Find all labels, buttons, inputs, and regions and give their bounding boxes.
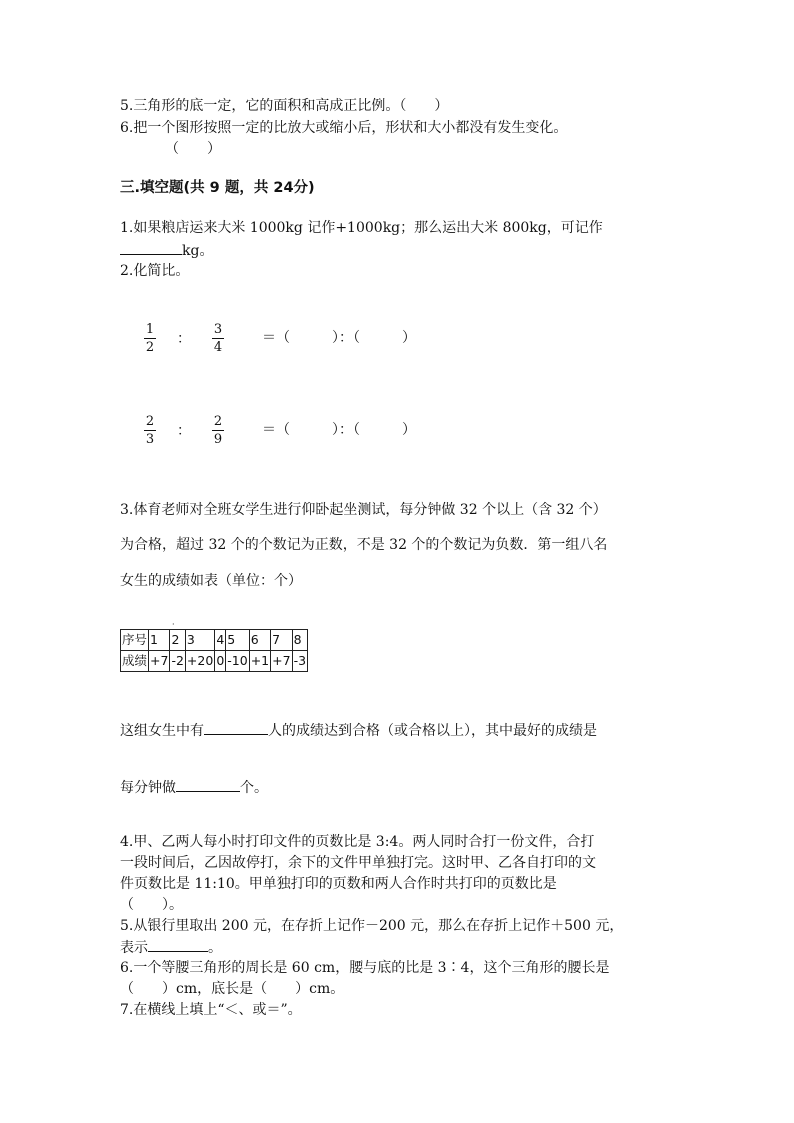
table-cell: 7: [271, 630, 292, 651]
numerator: 1: [145, 322, 155, 337]
answer-blank[interactable]: [120, 240, 182, 255]
table-cell: 4: [215, 630, 226, 651]
fill-q1-line2: [120, 240, 213, 261]
judge-q5: 5.三角形的底一定，它的面积和高成正比例。（ ）: [120, 98, 449, 114]
table-cell: 1: [149, 630, 170, 651]
table-cell: +7: [149, 651, 170, 672]
table-cell: 3: [185, 630, 214, 651]
numerator: 3: [213, 322, 223, 337]
fill-q2: 2.化简比。: [120, 263, 190, 279]
fill-q5-line1: 5.从银行里取出 200 元，在存折上记作－200 元，那么在存折上记作＋500 元，: [120, 918, 624, 934]
table-cell: 5: [226, 630, 249, 651]
fill-q3-line5: [120, 777, 268, 798]
fraction: [211, 323, 225, 355]
fill-q1-unit: kg。: [182, 243, 214, 259]
text-segment: 个。: [240, 780, 268, 796]
denominator: 9: [213, 432, 223, 447]
fill-q3-line3: 女生的成绩如表（单位：个）: [120, 573, 302, 589]
table-cell: -2: [170, 651, 185, 672]
table-cell: -3: [292, 651, 307, 672]
fill-q3-line2: 为合格，超过 32 个的个数记为正数，不是 32 个的个数记为负数．第一组八名: [120, 537, 608, 553]
ratio-answer[interactable]: ＝（ ）：（ ）: [262, 422, 416, 438]
fill-q3-line1: 3.体育老师对全班女学生进行仰卧起坐测试，每分钟做 32 个以上（含 32 个）: [120, 502, 607, 518]
fill-q6-line1: 6.一个等腰三角形的周长是 60 cm，腰与底的比是 3∶4，这个三角形的腰长是: [120, 960, 610, 976]
ratio-colon: ：: [177, 423, 191, 439]
table-row: [121, 630, 308, 651]
table-cell: +7: [271, 651, 292, 672]
fill-q6-line2: （ ）cm，底长是（ ）cm。: [120, 981, 345, 997]
fill-q7: 7.在横线上填上“＜、或＝”。: [120, 1002, 302, 1018]
table-cell: 6: [249, 630, 270, 651]
text-segment: 人的成绩达到合格（或合格以上），其中最好的成绩是: [268, 723, 597, 739]
table-cell: 2: [170, 630, 185, 651]
denominator: 2: [145, 340, 155, 355]
table-cell: 成绩: [121, 651, 149, 672]
grades-table: [120, 629, 308, 672]
ratio-colon: ：: [177, 331, 191, 347]
table-row: [121, 651, 308, 672]
text-segment: 。: [208, 940, 222, 956]
denominator: 3: [145, 432, 155, 447]
text-segment: 这组女生中有: [120, 723, 204, 739]
fill-q4-line4: （ ）。: [120, 897, 183, 913]
table-cell: 0: [215, 651, 226, 672]
fill-q4-line3: 件页数比是 11:10。甲单独打印的页数和两人合作时共打印的页数比是: [120, 876, 557, 892]
answer-blank[interactable]: [148, 937, 208, 952]
stray-dot: ·: [172, 620, 175, 629]
fill-q1-line1: 1.如果粮店运来大米 1000kg 记作+1000kg；那么运出大米 800kg，可记作: [120, 220, 603, 236]
numerator: 2: [213, 414, 223, 429]
denominator: 4: [213, 340, 223, 355]
fill-q3-line4: [120, 720, 597, 741]
fill-q4-line2: 一段时间后，乙因故停打，余下的文件甲单独打完。这时甲、乙各自打印的文: [120, 855, 596, 871]
text-segment: 表示: [120, 940, 148, 956]
numerator: 2: [145, 414, 155, 429]
answer-blank[interactable]: [204, 720, 268, 735]
text-segment: 每分钟做: [120, 780, 176, 796]
fraction: [211, 415, 225, 447]
table-cell: +1: [249, 651, 270, 672]
judge-q6: 6.把一个图形按照一定的比放大或缩小后，形状和大小都没有发生变化。: [120, 120, 568, 136]
table-cell: +20: [185, 651, 214, 672]
judge-q6-answer: （ ）: [165, 141, 221, 157]
fraction: [143, 415, 157, 447]
table-cell: -10: [226, 651, 249, 672]
fraction: [143, 323, 157, 355]
fill-q4-line1: 4.甲、乙两人每小时打印文件的页数比是 3:4。两人同时合打一份文件，合打: [120, 834, 595, 850]
table-cell: 序号: [121, 630, 149, 651]
ratio-answer[interactable]: ＝（ ）：（ ）: [262, 330, 416, 346]
section-title: 三.填空题(共 9 题，共 24分): [120, 180, 315, 196]
fill-q5-line2: [120, 937, 222, 958]
table-cell: 8: [292, 630, 307, 651]
answer-blank[interactable]: [176, 777, 240, 792]
